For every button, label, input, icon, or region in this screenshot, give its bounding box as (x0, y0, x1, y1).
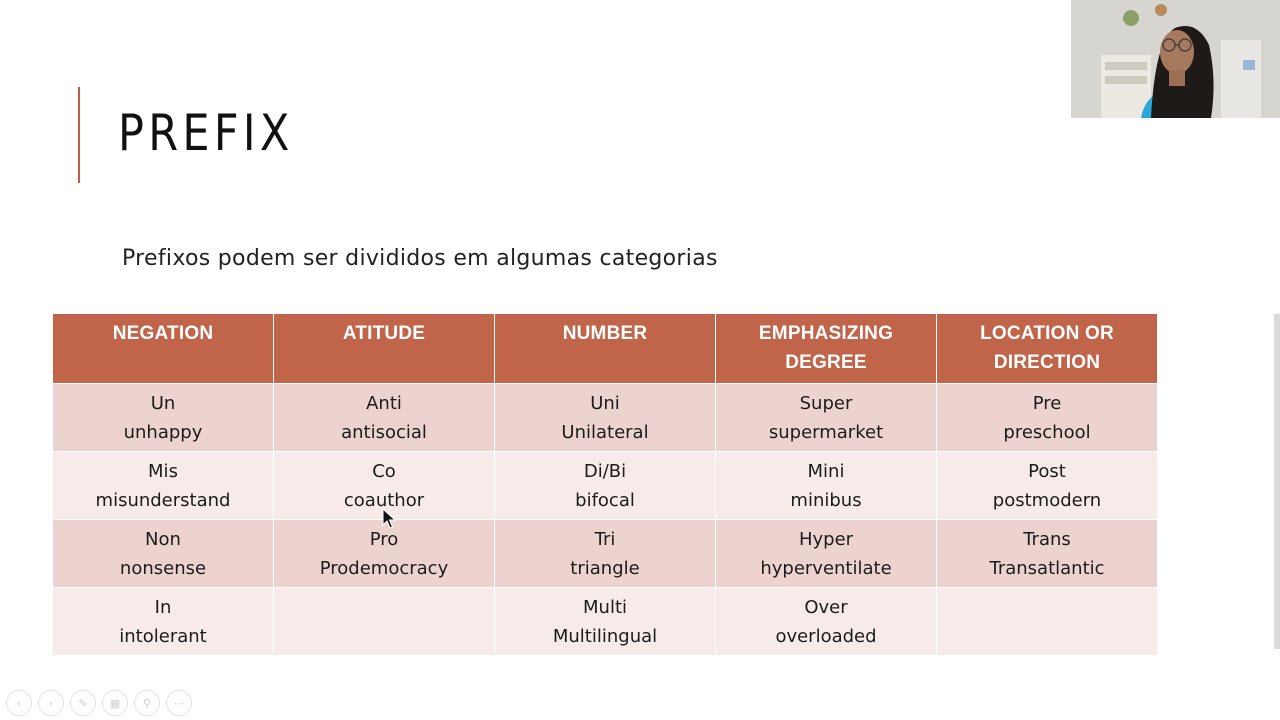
header-emphasizing-degree: EMPHASIZING DEGREE (716, 314, 937, 384)
slides-icon[interactable]: ▦ (102, 690, 128, 716)
table-cell: Post postmodern (937, 452, 1158, 520)
table-cell: Pre preschool (937, 384, 1158, 452)
table-cell: Pro Prodemocracy (274, 520, 495, 588)
table-cell (937, 588, 1158, 656)
title-accent-bar (78, 87, 80, 183)
table-cell (274, 588, 495, 656)
presenter-video (1071, 0, 1280, 118)
table-header-row (53, 314, 1157, 384)
slide-subtitle: Prefixos podem ser divididos em algumas categorias (122, 246, 718, 271)
header-number: NUMBER (495, 314, 716, 384)
table-cell: Trans Transatlantic (937, 520, 1158, 588)
table-cell: In intolerant (53, 588, 274, 656)
table-cell: Di/Bi bifocal (495, 452, 716, 520)
table-cell: Tri triangle (495, 520, 716, 588)
table-row (53, 452, 1157, 520)
table-cell: Hyper hyperventilate (716, 520, 937, 588)
header-atitude: ATITUDE (274, 314, 495, 384)
table-cell: Un unhappy (53, 384, 274, 452)
back-icon[interactable]: ‹ (6, 690, 32, 716)
table-cell: Mis misunderstand (53, 452, 274, 520)
next-slide-preview-edge (1274, 314, 1280, 649)
table-cell: Uni Unilateral (495, 384, 716, 452)
prefix-table (53, 314, 1157, 655)
table-row (53, 384, 1157, 452)
presentation-toolbar (6, 690, 192, 716)
zoom-icon[interactable]: ⚲ (134, 690, 160, 716)
header-negation: NEGATION (53, 314, 274, 384)
forward-icon[interactable]: › (38, 690, 64, 716)
header-location-or-direction: LOCATION OR DIRECTION (937, 314, 1158, 384)
table-cell: Super supermarket (716, 384, 937, 452)
more-icon[interactable]: ⋯ (166, 690, 192, 716)
table-cell: Anti antisocial (274, 384, 495, 452)
table-cell: Multi Multilingual (495, 588, 716, 656)
slide-title: PREFIX (118, 104, 294, 162)
table-cell: Over overloaded (716, 588, 937, 656)
table-cell: Mini minibus (716, 452, 937, 520)
table-row (53, 588, 1157, 656)
table-row (53, 520, 1157, 588)
webcam-overlay (1071, 0, 1280, 118)
mouse-cursor-icon (382, 508, 396, 530)
table-cell: Non nonsense (53, 520, 274, 588)
pen-icon[interactable]: ✎ (70, 690, 96, 716)
table-cell: Co coauthor (274, 452, 495, 520)
